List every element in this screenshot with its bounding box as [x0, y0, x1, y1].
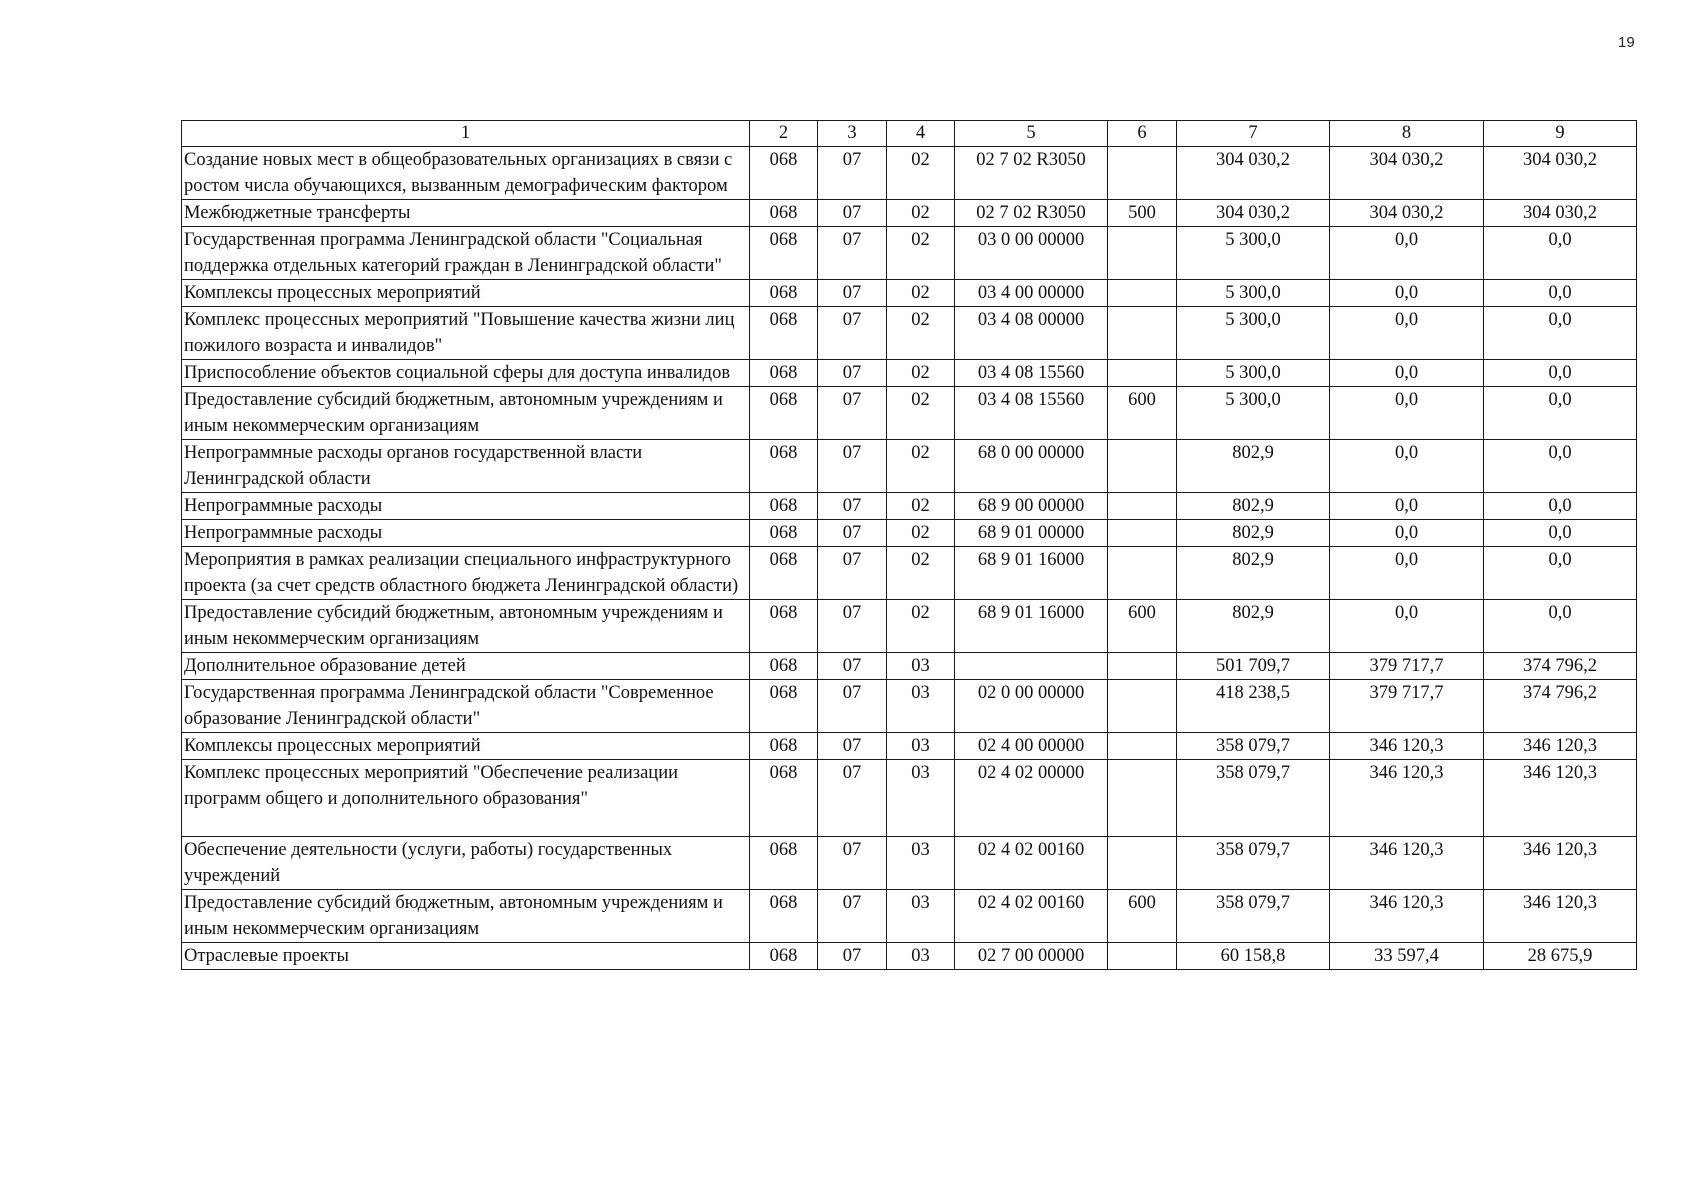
amount-year-3: 0,0 — [1484, 227, 1637, 280]
amount-year-3: 304 030,2 — [1484, 147, 1637, 200]
expense-type-code — [1108, 227, 1177, 280]
expense-type-code — [1108, 440, 1177, 493]
amount-year-2: 0,0 — [1330, 520, 1484, 547]
column-header-5: 5 — [955, 121, 1108, 147]
section-code: 07 — [818, 733, 887, 760]
row-name: Дополнительное образование детей — [182, 653, 750, 680]
target-article-code: 03 4 08 00000 — [955, 307, 1108, 360]
table-row — [182, 943, 1637, 970]
amount-year-1: 5 300,0 — [1177, 280, 1330, 307]
amount-year-3: 374 796,2 — [1484, 680, 1637, 733]
amount-year-1: 60 158,8 — [1177, 943, 1330, 970]
ministry-code: 068 — [750, 147, 818, 200]
row-name: Комплексы процессных мероприятий — [182, 733, 750, 760]
table-row — [182, 680, 1637, 733]
table-row — [182, 760, 1637, 837]
column-header-8: 8 — [1330, 121, 1484, 147]
target-article-code: 03 4 00 00000 — [955, 280, 1108, 307]
expense-type-code — [1108, 733, 1177, 760]
amount-year-2: 0,0 — [1330, 307, 1484, 360]
expense-type-code — [1108, 307, 1177, 360]
amount-year-1: 5 300,0 — [1177, 360, 1330, 387]
amount-year-3: 0,0 — [1484, 360, 1637, 387]
row-name: Обеспечение деятельности (услуги, работы) государственных учреждений — [182, 837, 750, 890]
subsection-code: 03 — [887, 943, 955, 970]
column-header-2: 2 — [750, 121, 818, 147]
target-article-code: 68 0 00 00000 — [955, 440, 1108, 493]
amount-year-2: 346 120,3 — [1330, 733, 1484, 760]
amount-year-1: 802,9 — [1177, 547, 1330, 600]
column-header-1: 1 — [182, 121, 750, 147]
row-name: Государственная программа Ленинградской области "Социальная поддержка отдельных категорий граждан в Ленинградской области" — [182, 227, 750, 280]
ministry-code: 068 — [750, 837, 818, 890]
amount-year-3: 346 120,3 — [1484, 837, 1637, 890]
expense-type-code — [1108, 147, 1177, 200]
row-name: Межбюджетные трансферты — [182, 200, 750, 227]
amount-year-1: 358 079,7 — [1177, 733, 1330, 760]
target-article-code: 02 7 02 R3050 — [955, 200, 1108, 227]
ministry-code: 068 — [750, 360, 818, 387]
subsection-code: 03 — [887, 653, 955, 680]
amount-year-2: 0,0 — [1330, 280, 1484, 307]
table-row — [182, 600, 1637, 653]
amount-year-1: 802,9 — [1177, 520, 1330, 547]
table-row — [182, 440, 1637, 493]
amount-year-1: 5 300,0 — [1177, 307, 1330, 360]
table-row — [182, 547, 1637, 600]
ministry-code: 068 — [750, 680, 818, 733]
section-code: 07 — [818, 200, 887, 227]
column-header-7: 7 — [1177, 121, 1330, 147]
table-row — [182, 280, 1637, 307]
amount-year-2: 0,0 — [1330, 227, 1484, 280]
amount-year-2: 0,0 — [1330, 600, 1484, 653]
ministry-code: 068 — [750, 760, 818, 837]
subsection-code: 03 — [887, 837, 955, 890]
table-row — [182, 653, 1637, 680]
section-code: 07 — [818, 493, 887, 520]
expense-type-code — [1108, 680, 1177, 733]
amount-year-3: 346 120,3 — [1484, 890, 1637, 943]
table-row — [182, 147, 1637, 200]
expense-type-code: 600 — [1108, 387, 1177, 440]
subsection-code: 02 — [887, 493, 955, 520]
ministry-code: 068 — [750, 547, 818, 600]
subsection-code: 02 — [887, 360, 955, 387]
expense-type-code — [1108, 520, 1177, 547]
row-name: Комплексы процессных мероприятий — [182, 280, 750, 307]
amount-year-1: 5 300,0 — [1177, 227, 1330, 280]
ministry-code: 068 — [750, 653, 818, 680]
amount-year-2: 0,0 — [1330, 440, 1484, 493]
row-name: Государственная программа Ленинградской области "Современное образование Ленинградской области" — [182, 680, 750, 733]
amount-year-3: 28 675,9 — [1484, 943, 1637, 970]
amount-year-2: 0,0 — [1330, 387, 1484, 440]
target-article-code: 02 4 02 00160 — [955, 890, 1108, 943]
table-row — [182, 890, 1637, 943]
section-code: 07 — [818, 680, 887, 733]
amount-year-1: 304 030,2 — [1177, 147, 1330, 200]
amount-year-3: 0,0 — [1484, 387, 1637, 440]
subsection-code: 02 — [887, 307, 955, 360]
target-article-code: 68 9 00 00000 — [955, 493, 1108, 520]
section-code: 07 — [818, 520, 887, 547]
section-code: 07 — [818, 227, 887, 280]
expense-type-code: 600 — [1108, 890, 1177, 943]
subsection-code: 03 — [887, 680, 955, 733]
subsection-code: 02 — [887, 200, 955, 227]
subsection-code: 03 — [887, 760, 955, 837]
amount-year-2: 0,0 — [1330, 547, 1484, 600]
expense-type-code — [1108, 943, 1177, 970]
section-code: 07 — [818, 653, 887, 680]
amount-year-2: 346 120,3 — [1330, 837, 1484, 890]
expense-type-code — [1108, 493, 1177, 520]
section-code: 07 — [818, 547, 887, 600]
ministry-code: 068 — [750, 307, 818, 360]
amount-year-3: 374 796,2 — [1484, 653, 1637, 680]
amount-year-3: 0,0 — [1484, 440, 1637, 493]
ministry-code: 068 — [750, 943, 818, 970]
amount-year-2: 304 030,2 — [1330, 147, 1484, 200]
amount-year-3: 0,0 — [1484, 547, 1637, 600]
amount-year-1: 418 238,5 — [1177, 680, 1330, 733]
section-code: 07 — [818, 600, 887, 653]
amount-year-1: 802,9 — [1177, 493, 1330, 520]
table-row — [182, 493, 1637, 520]
expense-type-code — [1108, 280, 1177, 307]
target-article-code: 02 7 00 00000 — [955, 943, 1108, 970]
column-header-6: 6 — [1108, 121, 1177, 147]
amount-year-3: 346 120,3 — [1484, 760, 1637, 837]
subsection-code: 03 — [887, 890, 955, 943]
ministry-code: 068 — [750, 227, 818, 280]
expense-type-code — [1108, 653, 1177, 680]
amount-year-2: 346 120,3 — [1330, 760, 1484, 837]
section-code: 07 — [818, 387, 887, 440]
amount-year-3: 0,0 — [1484, 520, 1637, 547]
row-name: Непрограммные расходы органов государственной власти Ленинградской области — [182, 440, 750, 493]
target-article-code: 68 9 01 00000 — [955, 520, 1108, 547]
section-code: 07 — [818, 147, 887, 200]
column-header-3: 3 — [818, 121, 887, 147]
table-row — [182, 387, 1637, 440]
target-article-code: 68 9 01 16000 — [955, 547, 1108, 600]
amount-year-1: 802,9 — [1177, 440, 1330, 493]
target-article-code: 02 4 02 00160 — [955, 837, 1108, 890]
expense-type-code — [1108, 360, 1177, 387]
table-row — [182, 360, 1637, 387]
row-name: Мероприятия в рамках реализации специального инфраструктурного проекта (за счет средств областного бюджета Ленинградской области) — [182, 547, 750, 600]
row-name: Создание новых мест в общеобразовательных организациях в связи с ростом числа обучающихся, вызванным демографическим фактором — [182, 147, 750, 200]
target-article-code — [955, 653, 1108, 680]
table-row — [182, 307, 1637, 360]
target-article-code: 03 4 08 15560 — [955, 360, 1108, 387]
section-code: 07 — [818, 280, 887, 307]
amount-year-1: 802,9 — [1177, 600, 1330, 653]
row-name: Комплекс процессных мероприятий "Обеспечение реализации программ общего и дополнительного образования" — [182, 760, 750, 837]
amount-year-3: 0,0 — [1484, 600, 1637, 653]
expense-type-code: 600 — [1108, 600, 1177, 653]
amount-year-2: 379 717,7 — [1330, 680, 1484, 733]
section-code: 07 — [818, 440, 887, 493]
subsection-code: 02 — [887, 547, 955, 600]
expense-type-code: 500 — [1108, 200, 1177, 227]
subsection-code: 03 — [887, 733, 955, 760]
row-name: Непрограммные расходы — [182, 493, 750, 520]
amount-year-2: 379 717,7 — [1330, 653, 1484, 680]
table-row — [182, 200, 1637, 227]
ministry-code: 068 — [750, 600, 818, 653]
amount-year-3: 0,0 — [1484, 493, 1637, 520]
target-article-code: 03 4 08 15560 — [955, 387, 1108, 440]
row-name: Приспособление объектов социальной сферы для доступа инвалидов — [182, 360, 750, 387]
table-row — [182, 520, 1637, 547]
amount-year-2: 304 030,2 — [1330, 200, 1484, 227]
budget-table — [181, 120, 1637, 970]
section-code: 07 — [818, 890, 887, 943]
row-name: Предоставление субсидий бюджетным, автономным учреждениям и иным некоммерческим организациям — [182, 387, 750, 440]
subsection-code: 02 — [887, 387, 955, 440]
ministry-code: 068 — [750, 520, 818, 547]
amount-year-2: 33 597,4 — [1330, 943, 1484, 970]
table-body — [182, 147, 1637, 970]
row-name: Предоставление субсидий бюджетным, автономным учреждениям и иным некоммерческим организациям — [182, 890, 750, 943]
ministry-code: 068 — [750, 200, 818, 227]
subsection-code: 02 — [887, 440, 955, 493]
table-row — [182, 733, 1637, 760]
amount-year-2: 0,0 — [1330, 360, 1484, 387]
ministry-code: 068 — [750, 733, 818, 760]
target-article-code: 02 0 00 00000 — [955, 680, 1108, 733]
row-name: Отраслевые проекты — [182, 943, 750, 970]
amount-year-1: 5 300,0 — [1177, 387, 1330, 440]
subsection-code: 02 — [887, 227, 955, 280]
amount-year-3: 0,0 — [1484, 307, 1637, 360]
column-header-4: 4 — [887, 121, 955, 147]
amount-year-1: 358 079,7 — [1177, 890, 1330, 943]
ministry-code: 068 — [750, 387, 818, 440]
table-row — [182, 837, 1637, 890]
subsection-code: 02 — [887, 600, 955, 653]
amount-year-1: 501 709,7 — [1177, 653, 1330, 680]
amount-year-1: 304 030,2 — [1177, 200, 1330, 227]
target-article-code: 68 9 01 16000 — [955, 600, 1108, 653]
expense-type-code — [1108, 760, 1177, 837]
amount-year-1: 358 079,7 — [1177, 760, 1330, 837]
ministry-code: 068 — [750, 280, 818, 307]
subsection-code: 02 — [887, 280, 955, 307]
page-number: 19 — [1618, 34, 1635, 51]
row-name: Комплекс процессных мероприятий "Повышение качества жизни лиц пожилого возраста и инвалидов" — [182, 307, 750, 360]
ministry-code: 068 — [750, 890, 818, 943]
expense-type-code — [1108, 837, 1177, 890]
column-header-9: 9 — [1484, 121, 1637, 147]
amount-year-3: 346 120,3 — [1484, 733, 1637, 760]
section-code: 07 — [818, 307, 887, 360]
section-code: 07 — [818, 760, 887, 837]
amount-year-3: 0,0 — [1484, 280, 1637, 307]
amount-year-3: 304 030,2 — [1484, 200, 1637, 227]
amount-year-1: 358 079,7 — [1177, 837, 1330, 890]
section-code: 07 — [818, 360, 887, 387]
amount-year-2: 0,0 — [1330, 493, 1484, 520]
amount-year-2: 346 120,3 — [1330, 890, 1484, 943]
target-article-code: 02 4 00 00000 — [955, 733, 1108, 760]
ministry-code: 068 — [750, 440, 818, 493]
row-name: Предоставление субсидий бюджетным, автономным учреждениям и иным некоммерческим организациям — [182, 600, 750, 653]
target-article-code: 02 7 02 R3050 — [955, 147, 1108, 200]
ministry-code: 068 — [750, 493, 818, 520]
header-row — [182, 121, 1637, 147]
row-name: Непрограммные расходы — [182, 520, 750, 547]
table-row — [182, 227, 1637, 280]
section-code: 07 — [818, 943, 887, 970]
subsection-code: 02 — [887, 520, 955, 547]
section-code: 07 — [818, 837, 887, 890]
target-article-code: 02 4 02 00000 — [955, 760, 1108, 837]
subsection-code: 02 — [887, 147, 955, 200]
target-article-code: 03 0 00 00000 — [955, 227, 1108, 280]
expense-type-code — [1108, 547, 1177, 600]
